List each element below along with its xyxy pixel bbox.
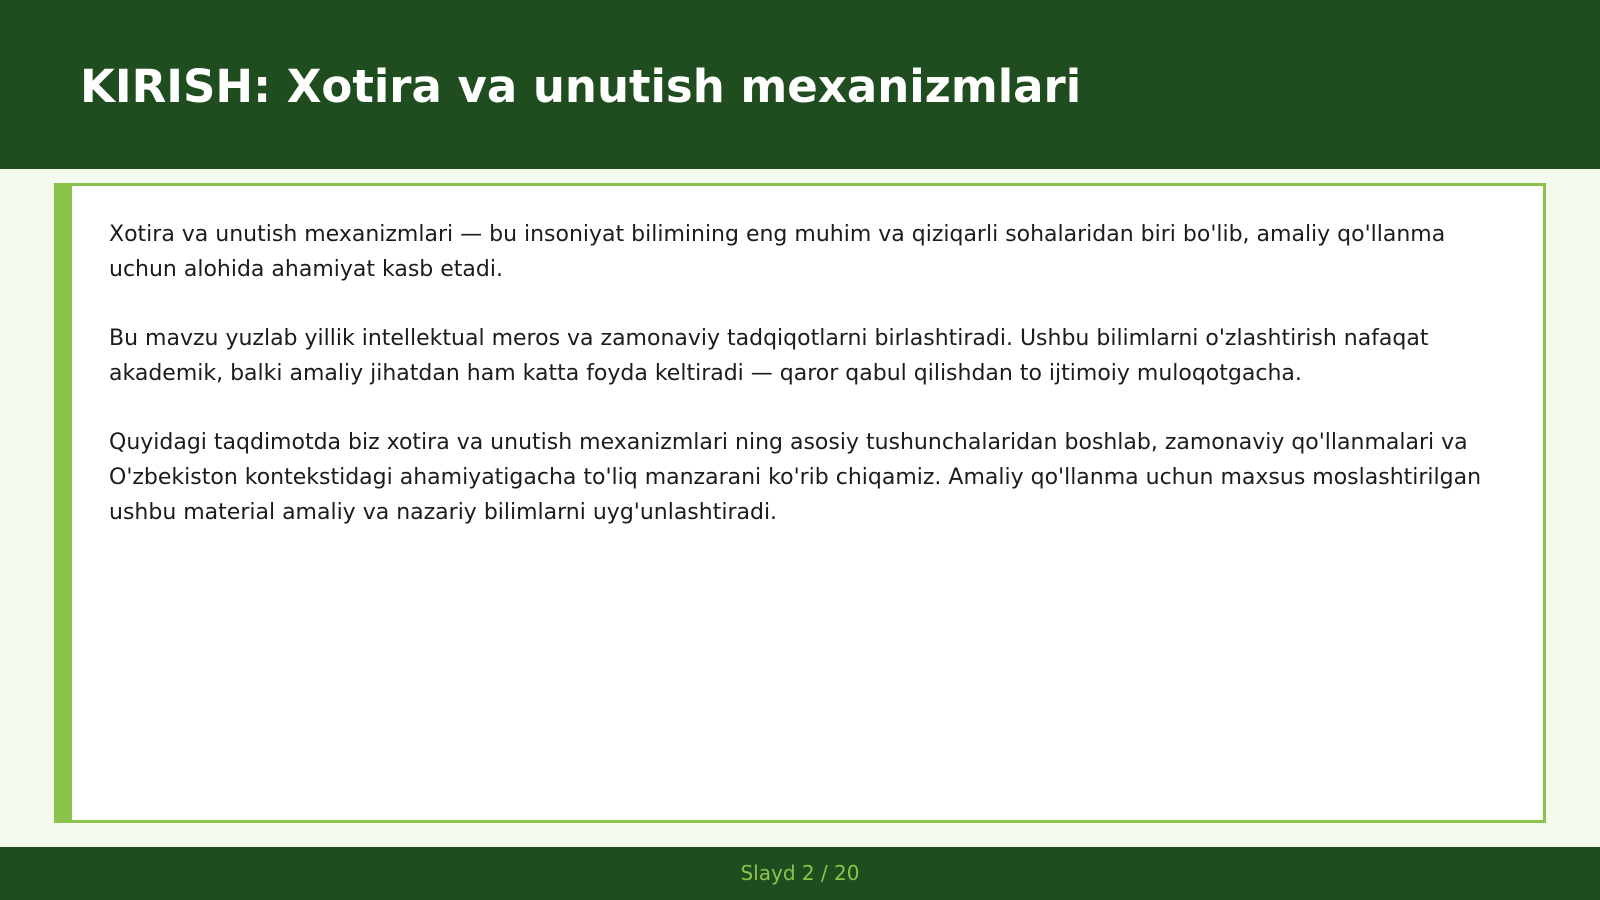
paragraph-overview: Quyidagi taqdimotda biz xotira va unutish mexanizmlari ning asosiy tushunchalaridan boshlab, zamonaviy qo'llanmalari va O'zbekiston kontekstidagi ahamiyatigacha to'liq manzarani ko'rib chiqamiz. Amaliy qo'llanma uchun maxsus moslashtirilgan ushbu material amaliy va nazariy bilimlarni uyg'unlashtiradi. (109, 430, 1482, 525)
paragraph-intro: Xotira va unutish mexanizmlari — bu insoniyat bilimining eng muhim va qiziqarli sohalaridan biri bo'lib, amaliy qo'llanma uchun alohida ahamiyat kasb etadi. (109, 222, 1446, 282)
slide-number: Slayd 2 / 20 (740, 861, 860, 885)
paragraph-heritage: Bu mavzu yuzlab yillik intellektual meros va zamonaviy tadqiqotlarni birlashtiradi. Ushbu bilimlarni o'zlashtirish nafaqat akademik, balki amaliy jihatdan ham katta foyda keltiradi — qaror qabul qilishdan to ijtimoiy muloqotgacha. (109, 326, 1429, 386)
content-box (54, 183, 1546, 823)
content-text (109, 217, 1519, 564)
slide-footer (0, 847, 1600, 900)
slide-header (0, 0, 1600, 169)
slide-title: KIRISH: Xotira va unutish mexanizmlari (80, 60, 1082, 113)
